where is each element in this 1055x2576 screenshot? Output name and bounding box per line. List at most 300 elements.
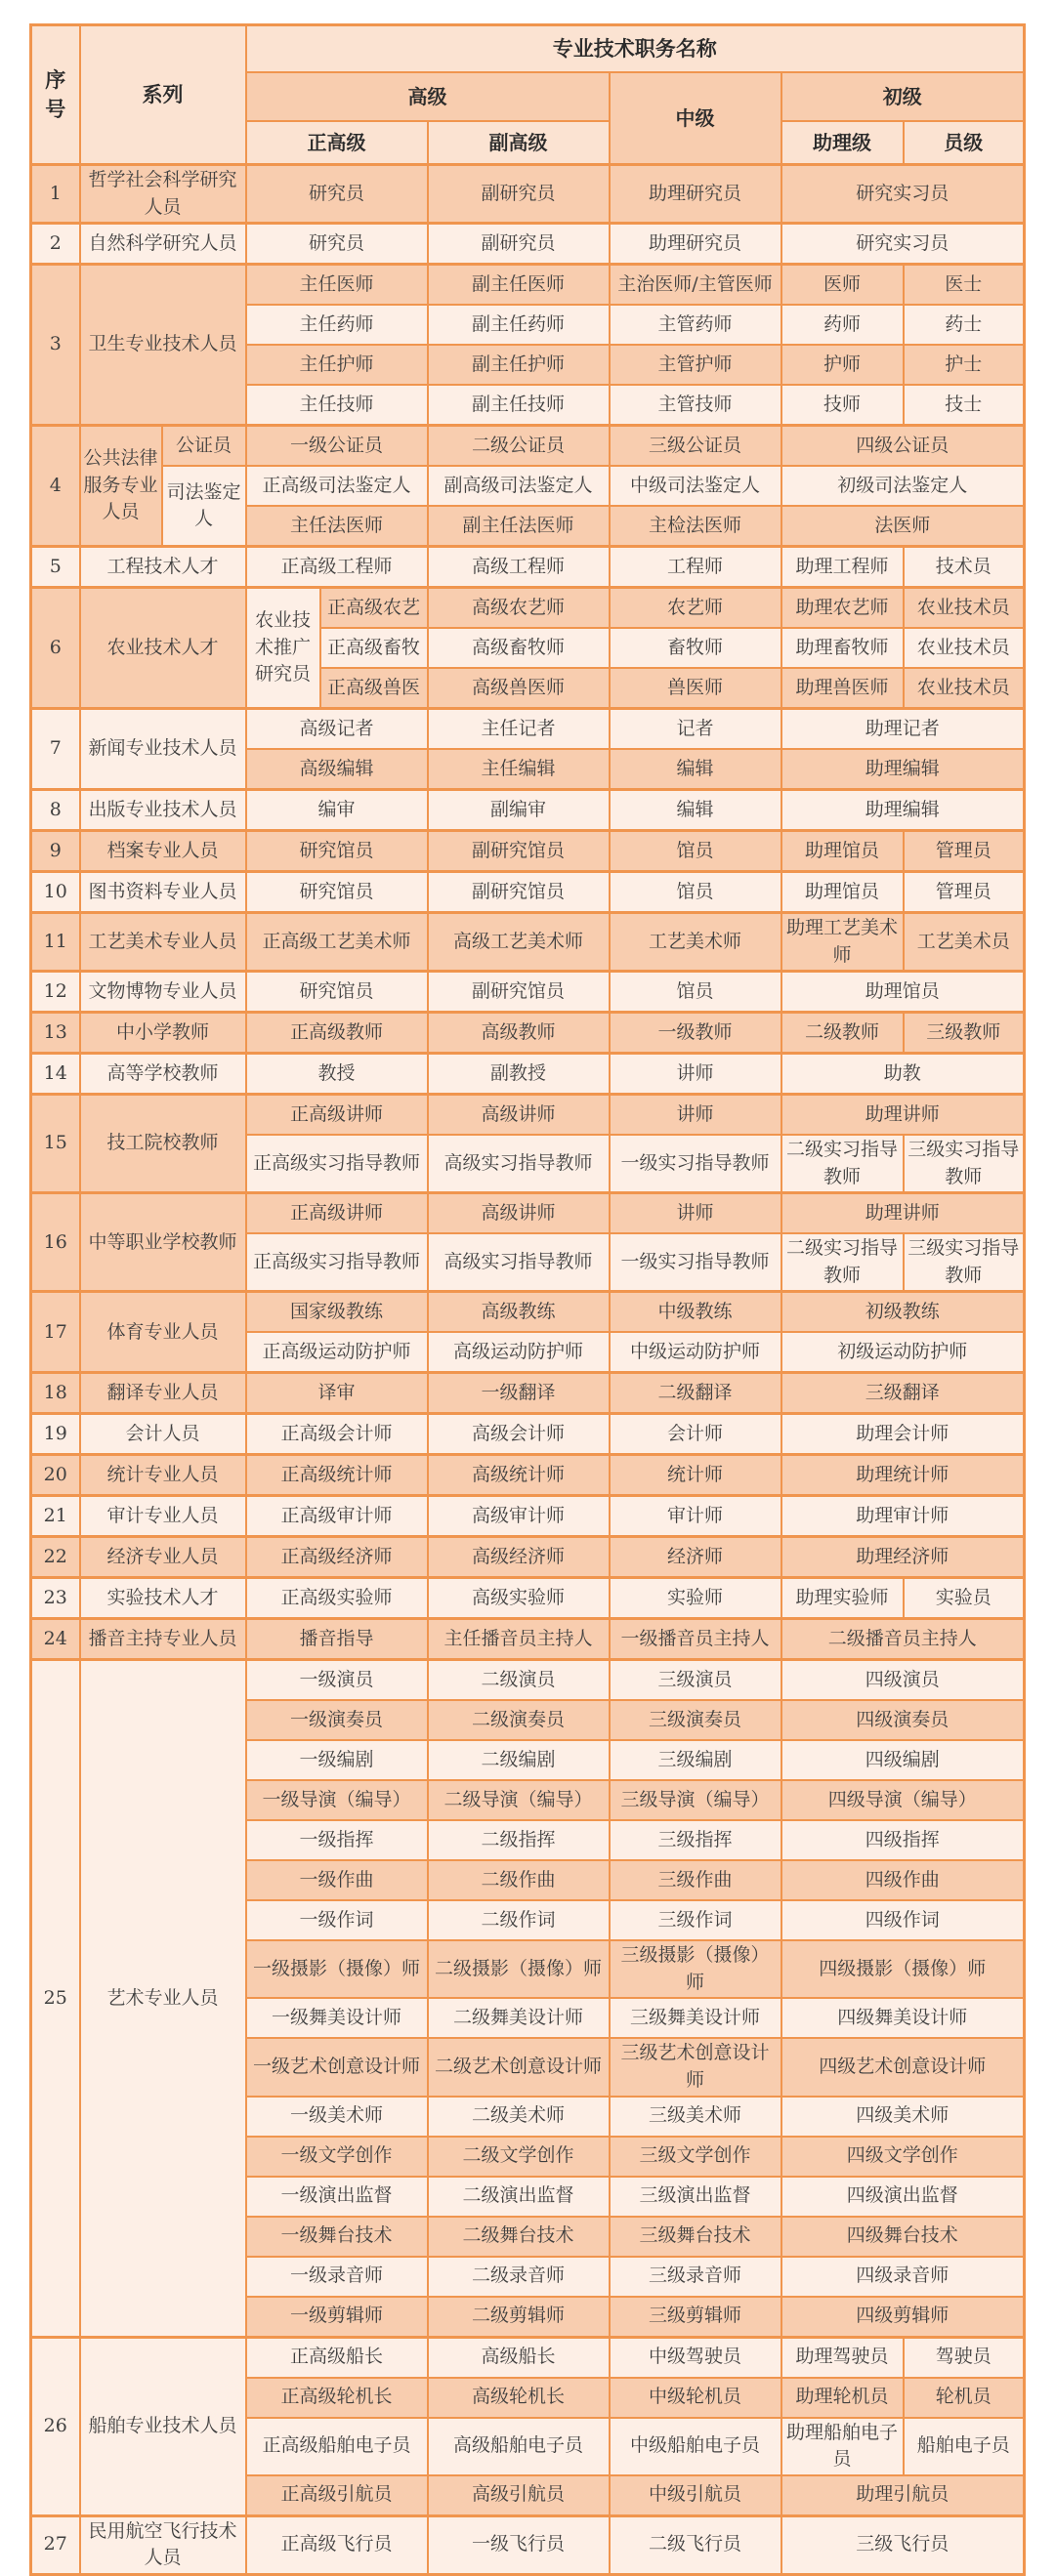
cell-full-senior: 正高级轮机长 — [246, 2378, 428, 2418]
cell-intermediate: 统计师 — [610, 1455, 781, 1496]
cell-junior-merged: 助教 — [781, 1054, 1025, 1095]
row-number-cell: 3 — [31, 265, 80, 426]
series-cell: 出版专业技术人员 — [80, 790, 246, 831]
cell-assistant-level: 二级教师 — [781, 1013, 904, 1054]
cell-deputy-senior: 副主任医师 — [428, 265, 610, 306]
cell-intermediate: 三级剪辑师 — [610, 2297, 781, 2338]
cell-intermediate: 中级引航员 — [610, 2475, 781, 2516]
cell-deputy-senior: 二级作曲 — [428, 1860, 610, 1900]
cell-intermediate: 主管药师 — [610, 305, 781, 345]
cell-full-senior: 一级摄影（摄像）师 — [246, 1940, 428, 1998]
series-cell: 统计专业人员 — [80, 1455, 246, 1496]
series-cell: 工艺美术专业人员 — [80, 913, 246, 972]
cell-intermediate: 编辑 — [610, 749, 781, 790]
cell-full-senior: 国家级教练 — [246, 1292, 428, 1333]
series-cell: 文物博物专业人员 — [80, 972, 246, 1013]
cell-full-senior: 正高级经济师 — [246, 1537, 428, 1578]
cell-junior-merged: 四级指挥 — [781, 1820, 1025, 1860]
cell-intermediate: 助理研究员 — [610, 165, 781, 224]
series-cell: 图书资料专业人员 — [80, 872, 246, 913]
cell-junior-merged: 四级美术师 — [781, 2097, 1025, 2137]
cell-junior-merged: 三级翻译 — [781, 1373, 1025, 1414]
cell-intermediate: 中级司法鉴定人 — [610, 466, 781, 506]
cell-deputy-senior: 高级统计师 — [428, 1455, 610, 1496]
sub-series-cell: 公证员 — [162, 426, 246, 467]
cell-assistant-level: 医师 — [781, 265, 904, 306]
cell-intermediate: 三级摄影（摄像）师 — [610, 1940, 781, 1998]
cell-staff-level: 农业技术员 — [904, 628, 1025, 668]
cell-full-senior: 一级作曲 — [246, 1860, 428, 1900]
cell-intermediate: 三级作词 — [610, 1900, 781, 1940]
cell-intermediate: 讲师 — [610, 1095, 781, 1136]
cell-full-senior: 研究馆员 — [246, 831, 428, 872]
cell-deputy-senior: 二级导演（编导） — [428, 1780, 610, 1820]
cell-deputy-senior: 主任记者 — [428, 709, 610, 750]
cell-full-senior: 正高级工程师 — [246, 547, 428, 588]
cell-junior-merged: 助理记者 — [781, 709, 1025, 750]
row-number-cell: 9 — [31, 831, 80, 872]
cell-full-senior: 正高级畜牧 — [320, 628, 428, 668]
series-cell: 卫生专业技术人员 — [80, 265, 246, 426]
series-cell: 中小学教师 — [80, 1013, 246, 1054]
cell-intermediate: 三级舞美设计师 — [610, 1998, 781, 2038]
cell-junior-merged: 四级文学创作 — [781, 2137, 1025, 2177]
cell-deputy-senior: 高级农艺师 — [428, 588, 610, 629]
cell-full-senior: 研究员 — [246, 165, 428, 224]
cell-intermediate: 中级轮机员 — [610, 2378, 781, 2418]
cell-deputy-senior: 二级演员 — [428, 1660, 610, 1701]
cell-junior-merged: 四级作词 — [781, 1900, 1025, 1940]
cell-deputy-senior: 副教授 — [428, 1054, 610, 1095]
cell-staff-level: 三级实习指导教师 — [904, 1135, 1025, 1193]
series-cell: 艺术专业人员 — [80, 1660, 246, 2337]
series-cell: 经济专业人员 — [80, 1537, 246, 1578]
series-cell: 公共法律服务专业人员 — [80, 426, 162, 547]
cell-junior-merged: 四级导演（编导） — [781, 1780, 1025, 1820]
cell-junior-merged: 四级演出监督 — [781, 2177, 1025, 2217]
series-cell: 实验技术人才 — [80, 1578, 246, 1619]
cell-full-senior: 高级编辑 — [246, 749, 428, 790]
cell-deputy-senior: 高级船长 — [428, 2337, 610, 2378]
cell-full-senior: 正高级船长 — [246, 2337, 428, 2378]
cell-intermediate: 助理研究员 — [610, 224, 781, 265]
job-title-table — [29, 23, 1026, 2576]
cell-deputy-senior: 二级录音师 — [428, 2257, 610, 2297]
cell-deputy-senior: 副主任技师 — [428, 385, 610, 426]
cell-deputy-senior: 高级教师 — [428, 1013, 610, 1054]
cell-full-senior: 一级演员 — [246, 1660, 428, 1701]
cell-intermediate: 一级实习指导教师 — [610, 1135, 781, 1193]
cell-deputy-senior: 副研究员 — [428, 165, 610, 224]
cell-intermediate: 三级作曲 — [610, 1860, 781, 1900]
cell-deputy-senior: 副研究馆员 — [428, 872, 610, 913]
cell-staff-level: 农业技术员 — [904, 588, 1025, 629]
cell-intermediate: 中级驾驶员 — [610, 2337, 781, 2378]
cell-assistant-level: 护师 — [781, 345, 904, 385]
cell-full-senior: 一级导演（编导） — [246, 1780, 428, 1820]
cell-staff-level: 药士 — [904, 305, 1025, 345]
series-cell: 哲学社会科学研究人员 — [80, 165, 246, 224]
cell-assistant-level: 助理工艺美术师 — [781, 913, 904, 972]
cell-junior-merged: 四级作曲 — [781, 1860, 1025, 1900]
cell-staff-level: 船舶电子员 — [904, 2418, 1025, 2475]
cell-intermediate: 三级公证员 — [610, 426, 781, 467]
series-cell: 翻译专业人员 — [80, 1373, 246, 1414]
row-number-cell: 21 — [31, 1496, 80, 1537]
cell-deputy-senior: 高级实习指导教师 — [428, 1135, 610, 1193]
cell-deputy-senior: 高级教练 — [428, 1292, 610, 1333]
cell-intermediate: 三级美术师 — [610, 2097, 781, 2137]
cell-junior-merged: 助理会计师 — [781, 1414, 1025, 1455]
cell-full-senior: 研究馆员 — [246, 972, 428, 1013]
cell-deputy-senior: 二级演出监督 — [428, 2177, 610, 2217]
header-full-senior: 正高级 — [246, 121, 428, 165]
series-cell: 审计专业人员 — [80, 1496, 246, 1537]
row-number-cell: 13 — [31, 1013, 80, 1054]
cell-intermediate: 兽医师 — [610, 668, 781, 709]
cell-staff-level: 轮机员 — [904, 2378, 1025, 2418]
cell-deputy-senior: 副高级司法鉴定人 — [428, 466, 610, 506]
cell-intermediate: 一级教师 — [610, 1013, 781, 1054]
cell-full-senior: 一级公证员 — [246, 426, 428, 467]
cell-junior-merged: 四级公证员 — [781, 426, 1025, 467]
cell-full-senior: 正高级飞行员 — [246, 2515, 428, 2574]
row-number-cell: 18 — [31, 1373, 80, 1414]
cell-full-senior: 正高级讲师 — [246, 1095, 428, 1136]
cell-staff-level: 农业技术员 — [904, 668, 1025, 709]
row-number-cell: 19 — [31, 1414, 80, 1455]
series-cell: 播音主持专业人员 — [80, 1619, 246, 1660]
cell-full-senior: 播音指导 — [246, 1619, 428, 1660]
cell-junior-merged: 四级舞台技术 — [781, 2217, 1025, 2257]
series-cell: 体育专业人员 — [80, 1292, 246, 1373]
cell-deputy-senior: 高级讲师 — [428, 1095, 610, 1136]
cell-deputy-senior: 副研究员 — [428, 224, 610, 265]
cell-junior-merged: 助理讲师 — [781, 1095, 1025, 1136]
series-cell: 新闻专业技术人员 — [80, 709, 246, 790]
row-number-cell: 23 — [31, 1578, 80, 1619]
cell-deputy-senior: 副主任药师 — [428, 305, 610, 345]
cell-full-senior: 一级作词 — [246, 1900, 428, 1940]
cell-intermediate: 三级指挥 — [610, 1820, 781, 1860]
cell-intermediate: 三级演奏员 — [610, 1700, 781, 1740]
cell-staff-level: 三级教师 — [904, 1013, 1025, 1054]
cell-full-senior: 研究馆员 — [246, 872, 428, 913]
cell-full-senior: 一级美术师 — [246, 2097, 428, 2137]
cell-full-senior: 一级舞台技术 — [246, 2217, 428, 2257]
cell-deputy-senior: 二级文学创作 — [428, 2137, 610, 2177]
series-cell: 船舶专业技术人员 — [80, 2337, 246, 2515]
cell-full-senior: 一级文学创作 — [246, 2137, 428, 2177]
series-cell: 中等职业学校教师 — [80, 1193, 246, 1292]
cell-full-senior: 主任医师 — [246, 265, 428, 306]
cell-assistant-level: 助理驾驶员 — [781, 2337, 904, 2378]
cell-intermediate: 三级文学创作 — [610, 2137, 781, 2177]
cell-intermediate: 主管护师 — [610, 345, 781, 385]
cell-intermediate: 记者 — [610, 709, 781, 750]
series-cell: 工程技术人才 — [80, 547, 246, 588]
table-body — [31, 165, 1025, 2575]
cell-full-senior: 正高级审计师 — [246, 1496, 428, 1537]
cell-intermediate: 工艺美术师 — [610, 913, 781, 972]
row-number-cell: 17 — [31, 1292, 80, 1373]
cell-full-senior: 一级演出监督 — [246, 2177, 428, 2217]
cell-deputy-senior: 高级经济师 — [428, 1537, 610, 1578]
cell-junior-merged: 助理编辑 — [781, 790, 1025, 831]
cell-junior-merged: 三级飞行员 — [781, 2515, 1025, 2574]
cell-intermediate: 三级舞台技术 — [610, 2217, 781, 2257]
cell-staff-level: 技术员 — [904, 547, 1025, 588]
cell-junior-merged: 研究实习员 — [781, 224, 1025, 265]
cell-full-senior: 主任技师 — [246, 385, 428, 426]
cell-full-senior: 正高级实验师 — [246, 1578, 428, 1619]
cell-full-senior: 正高级实习指导教师 — [246, 1233, 428, 1292]
cell-full-senior: 正高级实习指导教师 — [246, 1135, 428, 1193]
cell-deputy-senior: 主任播音员主持人 — [428, 1619, 610, 1660]
cell-staff-level: 实验员 — [904, 1578, 1025, 1619]
row-number-cell: 24 — [31, 1619, 80, 1660]
row-number-cell: 16 — [31, 1193, 80, 1292]
cell-full-senior: 正高级会计师 — [246, 1414, 428, 1455]
cell-deputy-senior: 二级舞台技术 — [428, 2217, 610, 2257]
cell-junior-merged: 四级编剧 — [781, 1740, 1025, 1780]
cell-junior-merged: 四级摄影（摄像）师 — [781, 1940, 1025, 1998]
cell-junior-merged: 四级舞美设计师 — [781, 1998, 1025, 2038]
cell-junior-merged: 助理经济师 — [781, 1537, 1025, 1578]
cell-full-senior: 正高级引航员 — [246, 2475, 428, 2516]
cell-assistant-level: 二级实习指导教师 — [781, 1233, 904, 1292]
header-xilie: 系列 — [80, 25, 246, 165]
cell-assistant-level: 助理畜牧师 — [781, 628, 904, 668]
cell-deputy-senior: 一级翻译 — [428, 1373, 610, 1414]
cell-staff-level: 工艺美术员 — [904, 913, 1025, 972]
cell-junior-merged: 初级教练 — [781, 1292, 1025, 1333]
cell-deputy-senior: 副主任护师 — [428, 345, 610, 385]
cell-full-senior: 一级编剧 — [246, 1740, 428, 1780]
row-number-cell: 7 — [31, 709, 80, 790]
cell-intermediate: 主治医师/主管医师 — [610, 265, 781, 306]
cell-full-senior: 一级演奏员 — [246, 1700, 428, 1740]
cell-junior-merged: 四级演员 — [781, 1660, 1025, 1701]
cell-intermediate: 中级运动防护师 — [610, 1332, 781, 1373]
cell-full-senior: 正高级兽医 — [320, 668, 428, 709]
cell-full-senior: 正高级船舶电子员 — [246, 2418, 428, 2475]
cell-intermediate: 三级演员 — [610, 1660, 781, 1701]
cell-junior-merged: 四级录音师 — [781, 2257, 1025, 2297]
cell-intermediate: 畜牧师 — [610, 628, 781, 668]
cell-full-senior: 一级录音师 — [246, 2257, 428, 2297]
cell-junior-merged: 初级司法鉴定人 — [781, 466, 1025, 506]
row-number-cell: 8 — [31, 790, 80, 831]
cell-assistant-level: 助理工程师 — [781, 547, 904, 588]
cell-assistant-level: 助理轮机员 — [781, 2378, 904, 2418]
header-staff-level: 员级 — [904, 121, 1025, 165]
cell-intermediate: 农艺师 — [610, 588, 781, 629]
cell-assistant-level: 技师 — [781, 385, 904, 426]
cell-full-senior: 正高级运动防护师 — [246, 1332, 428, 1373]
cell-intermediate: 中级教练 — [610, 1292, 781, 1333]
cell-intermediate: 二级翻译 — [610, 1373, 781, 1414]
cell-junior-merged: 助理馆员 — [781, 972, 1025, 1013]
table-header — [31, 25, 1025, 165]
cell-assistant-level: 药师 — [781, 305, 904, 345]
cell-junior-merged: 法医师 — [781, 506, 1025, 547]
cell-full-senior: 正高级统计师 — [246, 1455, 428, 1496]
cell-deputy-senior: 二级编剧 — [428, 1740, 610, 1780]
cell-junior-merged: 初级运动防护师 — [781, 1332, 1025, 1373]
row-number-cell: 27 — [31, 2515, 80, 2574]
row-number-cell: 10 — [31, 872, 80, 913]
cell-intermediate: 三级艺术创意设计师 — [610, 2038, 781, 2096]
cell-junior-merged: 四级演奏员 — [781, 1700, 1025, 1740]
cell-intermediate: 三级导演（编导） — [610, 1780, 781, 1820]
cell-deputy-senior: 高级运动防护师 — [428, 1332, 610, 1373]
cell-full-senior: 一级指挥 — [246, 1820, 428, 1860]
cell-deputy-senior: 二级指挥 — [428, 1820, 610, 1860]
cell-deputy-senior: 副编审 — [428, 790, 610, 831]
cell-assistant-level: 助理农艺师 — [781, 588, 904, 629]
series-cell: 会计人员 — [80, 1414, 246, 1455]
cell-staff-level: 管理员 — [904, 872, 1025, 913]
cell-intermediate: 讲师 — [610, 1193, 781, 1234]
cell-deputy-senior: 高级轮机长 — [428, 2378, 610, 2418]
series-cell: 档案专业人员 — [80, 831, 246, 872]
cell-full-senior: 一级剪辑师 — [246, 2297, 428, 2338]
cell-intermediate: 三级录音师 — [610, 2257, 781, 2297]
cell-assistant-level: 助理兽医师 — [781, 668, 904, 709]
cell-junior-merged: 助理讲师 — [781, 1193, 1025, 1234]
cell-deputy-senior: 高级实习指导教师 — [428, 1233, 610, 1292]
cell-deputy-senior: 高级工程师 — [428, 547, 610, 588]
row-number-cell: 6 — [31, 588, 80, 709]
sub-series-cell: 司法鉴定人 — [162, 466, 246, 547]
cell-staff-level: 技士 — [904, 385, 1025, 426]
cell-intermediate: 馆员 — [610, 831, 781, 872]
cell-full-senior: 教授 — [246, 1054, 428, 1095]
cell-staff-level: 驾驶员 — [904, 2337, 1025, 2378]
cell-intermediate: 经济师 — [610, 1537, 781, 1578]
cell-deputy-senior: 二级舞美设计师 — [428, 1998, 610, 2038]
row-number-cell: 14 — [31, 1054, 80, 1095]
cell-junior-merged: 助理引航员 — [781, 2475, 1025, 2516]
row-number-cell: 4 — [31, 426, 80, 547]
row-number-cell: 1 — [31, 165, 80, 224]
cell-full-senior: 正高级司法鉴定人 — [246, 466, 428, 506]
cell-full-senior: 译审 — [246, 1373, 428, 1414]
cell-junior-merged: 二级播音员主持人 — [781, 1619, 1025, 1660]
cell-deputy-senior: 高级船舶电子员 — [428, 2418, 610, 2475]
zheng-split-cell: 农业技术推广研究员 — [246, 588, 320, 709]
row-number-cell: 26 — [31, 2337, 80, 2515]
cell-intermediate: 三级演出监督 — [610, 2177, 781, 2217]
header-xuhao: 序号 — [31, 25, 80, 165]
cell-junior-merged: 四级剪辑师 — [781, 2297, 1025, 2338]
cell-intermediate: 工程师 — [610, 547, 781, 588]
cell-intermediate: 二级飞行员 — [610, 2515, 781, 2574]
cell-intermediate: 编辑 — [610, 790, 781, 831]
cell-intermediate: 馆员 — [610, 972, 781, 1013]
cell-deputy-senior: 二级演奏员 — [428, 1700, 610, 1740]
cell-full-senior: 编审 — [246, 790, 428, 831]
row-number-cell: 22 — [31, 1537, 80, 1578]
cell-assistant-level: 助理馆员 — [781, 831, 904, 872]
cell-intermediate: 实验师 — [610, 1578, 781, 1619]
cell-intermediate: 主管技师 — [610, 385, 781, 426]
cell-intermediate: 主检法医师 — [610, 506, 781, 547]
series-cell: 自然科学研究人员 — [80, 224, 246, 265]
cell-deputy-senior: 高级畜牧师 — [428, 628, 610, 668]
cell-full-senior: 主任药师 — [246, 305, 428, 345]
cell-deputy-senior: 二级艺术创意设计师 — [428, 2038, 610, 2096]
header-assistant-level: 助理级 — [781, 121, 904, 165]
cell-deputy-senior: 高级引航员 — [428, 2475, 610, 2516]
cell-deputy-senior: 副研究馆员 — [428, 972, 610, 1013]
cell-staff-level: 三级实习指导教师 — [904, 1233, 1025, 1292]
series-cell: 高等学校教师 — [80, 1054, 246, 1095]
cell-full-senior: 正高级农艺 — [320, 588, 428, 629]
cell-junior-merged: 助理统计师 — [781, 1455, 1025, 1496]
cell-full-senior: 研究员 — [246, 224, 428, 265]
row-number-cell: 12 — [31, 972, 80, 1013]
cell-deputy-senior: 二级剪辑师 — [428, 2297, 610, 2338]
cell-staff-level: 管理员 — [904, 831, 1025, 872]
row-number-cell: 20 — [31, 1455, 80, 1496]
cell-deputy-senior: 高级审计师 — [428, 1496, 610, 1537]
cell-staff-level: 医士 — [904, 265, 1025, 306]
cell-full-senior: 正高级教师 — [246, 1013, 428, 1054]
cell-deputy-senior: 主任编辑 — [428, 749, 610, 790]
cell-staff-level: 护士 — [904, 345, 1025, 385]
header-title: 专业技术职务名称 — [246, 25, 1025, 73]
cell-deputy-senior: 高级讲师 — [428, 1193, 610, 1234]
cell-deputy-senior: 二级公证员 — [428, 426, 610, 467]
cell-intermediate: 审计师 — [610, 1496, 781, 1537]
cell-full-senior: 一级舞美设计师 — [246, 1998, 428, 2038]
cell-assistant-level: 助理船舶电子员 — [781, 2418, 904, 2475]
header-intermediate: 中级 — [610, 72, 781, 165]
cell-deputy-senior: 高级会计师 — [428, 1414, 610, 1455]
cell-deputy-senior: 高级工艺美术师 — [428, 913, 610, 972]
header-deputy-senior: 副高级 — [428, 121, 610, 165]
cell-assistant-level: 二级实习指导教师 — [781, 1135, 904, 1193]
cell-junior-merged: 研究实习员 — [781, 165, 1025, 224]
cell-assistant-level: 助理馆员 — [781, 872, 904, 913]
cell-intermediate: 会计师 — [610, 1414, 781, 1455]
cell-intermediate: 一级播音员主持人 — [610, 1619, 781, 1660]
cell-intermediate: 三级编剧 — [610, 1740, 781, 1780]
header-junior: 初级 — [781, 72, 1025, 121]
cell-deputy-senior: 副研究馆员 — [428, 831, 610, 872]
cell-full-senior: 高级记者 — [246, 709, 428, 750]
cell-deputy-senior: 高级实验师 — [428, 1578, 610, 1619]
cell-deputy-senior: 二级摄影（摄像）师 — [428, 1940, 610, 1998]
cell-junior-merged: 助理审计师 — [781, 1496, 1025, 1537]
row-number-cell: 11 — [31, 913, 80, 972]
cell-junior-merged: 四级艺术创意设计师 — [781, 2038, 1025, 2096]
cell-deputy-senior: 副主任法医师 — [428, 506, 610, 547]
cell-intermediate: 中级船舶电子员 — [610, 2418, 781, 2475]
cell-full-senior: 主任法医师 — [246, 506, 428, 547]
cell-full-senior: 正高级工艺美术师 — [246, 913, 428, 972]
cell-deputy-senior: 高级兽医师 — [428, 668, 610, 709]
cell-junior-merged: 助理编辑 — [781, 749, 1025, 790]
series-cell: 技工院校教师 — [80, 1095, 246, 1193]
cell-intermediate: 馆员 — [610, 872, 781, 913]
cell-deputy-senior: 一级飞行员 — [428, 2515, 610, 2574]
row-number-cell: 25 — [31, 1660, 80, 2337]
cell-full-senior: 一级艺术创意设计师 — [246, 2038, 428, 2096]
row-number-cell: 5 — [31, 547, 80, 588]
